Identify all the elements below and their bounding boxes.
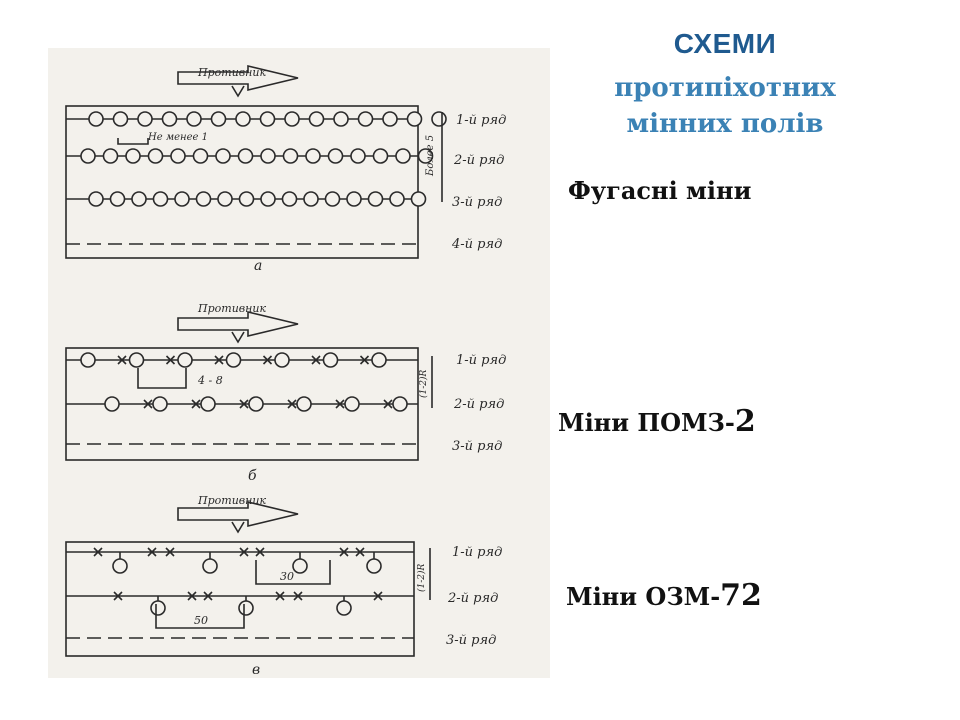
row1-label-c: 1-й ряд: [452, 545, 503, 560]
ozm-mine: [113, 559, 127, 573]
pomz-mine: [345, 397, 359, 411]
label-pomz-number: 2: [734, 404, 756, 439]
fugas-mine: [326, 192, 340, 206]
pomz-mine: [372, 353, 386, 367]
pomz-mine: [227, 353, 241, 367]
label-ozm-text: Міни ОЗМ-: [566, 582, 721, 611]
fugas-mine: [171, 149, 185, 163]
ozm-mine: [367, 559, 381, 573]
slide-subtitle: [560, 70, 890, 142]
label-pomz-text: Міни ПОМЗ-: [558, 408, 735, 437]
row3-label-a: 3-й ряд: [452, 195, 503, 210]
fugas-mine: [239, 149, 253, 163]
fugas-mine: [284, 149, 298, 163]
row1-mines-a: [89, 112, 446, 126]
row1-label-b: 1-й ряд: [456, 353, 507, 368]
fugas-mine: [359, 112, 373, 126]
fugas-mine: [163, 112, 177, 126]
diagram-letter-b: б: [248, 468, 257, 484]
fugas-mine: [306, 149, 320, 163]
enemy-label-c: Противник: [198, 494, 267, 507]
fugas-mine: [138, 112, 152, 126]
fugas-mine: [240, 192, 254, 206]
row2-label-b: 2-й ряд: [454, 397, 505, 412]
label-pomz-2: [558, 404, 756, 439]
depth-note-b: (1-2)R: [419, 369, 429, 398]
row2-label-c: 2-й ряд: [448, 591, 499, 606]
spacing-note-c-bottom: 50: [194, 614, 208, 627]
slide-title: СХЕМИ: [673, 28, 777, 59]
fugas-mine: [408, 112, 422, 126]
diagram-letter-c: в: [252, 662, 261, 678]
fugas-mine: [89, 192, 103, 206]
fugas-mine: [89, 112, 103, 126]
fugas-mine: [374, 149, 388, 163]
fugas-mine: [114, 112, 128, 126]
pomz-mine: [153, 397, 167, 411]
fugas-mine: [283, 192, 297, 206]
label-fugasni-miny: Фугасні міни: [568, 176, 752, 205]
fugas-mine: [329, 149, 343, 163]
depth-note-a: Более 5: [425, 134, 436, 176]
ozm-mine: [239, 601, 253, 615]
fugas-mine: [310, 112, 324, 126]
row3-label-b: 3-й ряд: [452, 439, 503, 454]
fugas-mine: [334, 112, 348, 126]
pomz-mine: [201, 397, 215, 411]
label-ozm-number: 72: [720, 578, 762, 613]
row4-label-a: 4-й ряд: [452, 237, 503, 252]
enemy-label-a: Противник: [198, 66, 267, 79]
fugas-mine: [412, 192, 426, 206]
fugas-mine: [347, 192, 361, 206]
depth-note-c: (1-2)R: [417, 563, 427, 592]
row3-label-c: 3-й ряд: [446, 633, 497, 648]
fugas-mine: [187, 112, 201, 126]
pomz-mine: [81, 353, 95, 367]
row2-label-a: 2-й ряд: [454, 153, 505, 168]
pomz-mine: [275, 353, 289, 367]
subtitle-line-1: протипіхотних: [614, 73, 836, 103]
fugas-mine: [285, 112, 299, 126]
ozm-mine: [293, 559, 307, 573]
ozm-mine: [151, 601, 165, 615]
fugas-mine: [175, 192, 189, 206]
fugas-mine: [261, 149, 275, 163]
fugas-mine: [304, 192, 318, 206]
diagram-letter-a: а: [254, 258, 263, 274]
spacing-note-a: Не менее 1: [148, 132, 208, 143]
fugas-mine: [261, 192, 275, 206]
label-ozm-72: [566, 578, 762, 613]
spacing-note-c-top: 30: [280, 570, 294, 583]
fugas-mine: [390, 192, 404, 206]
fugas-mine: [351, 149, 365, 163]
fugas-mine: [261, 112, 275, 126]
fugas-mine: [81, 149, 95, 163]
fugas-mine: [132, 192, 146, 206]
fugas-mine: [194, 149, 208, 163]
fugas-mine: [432, 112, 446, 126]
ozm-mine: [337, 601, 351, 615]
fugas-mine: [396, 149, 410, 163]
fugas-mine: [154, 192, 168, 206]
row1-label-a: 1-й ряд: [456, 113, 507, 128]
ozm-mine: [203, 559, 217, 573]
fugas-mine: [218, 192, 232, 206]
pomz-mine: [393, 397, 407, 411]
pomz-mine: [297, 397, 311, 411]
scanned-minefield-diagrams: [48, 48, 550, 678]
fugas-mine: [111, 192, 125, 206]
pomz-mine: [130, 353, 144, 367]
pomz-mine: [324, 353, 338, 367]
fugas-mine: [126, 149, 140, 163]
fugas-mine: [383, 112, 397, 126]
fugas-mine: [212, 112, 226, 126]
enemy-label-b: Противник: [198, 302, 267, 315]
fugas-mine: [197, 192, 211, 206]
fugas-mine: [236, 112, 250, 126]
pomz-mine: [249, 397, 263, 411]
fugas-mine: [369, 192, 383, 206]
subtitle-line-2: мінних полів: [626, 109, 824, 139]
fugas-mine: [104, 149, 118, 163]
pomz-mine: [105, 397, 119, 411]
fugas-mine: [149, 149, 163, 163]
fugas-mine: [216, 149, 230, 163]
pomz-mine: [178, 353, 192, 367]
spacing-note-b: 4 - 8: [198, 374, 223, 387]
